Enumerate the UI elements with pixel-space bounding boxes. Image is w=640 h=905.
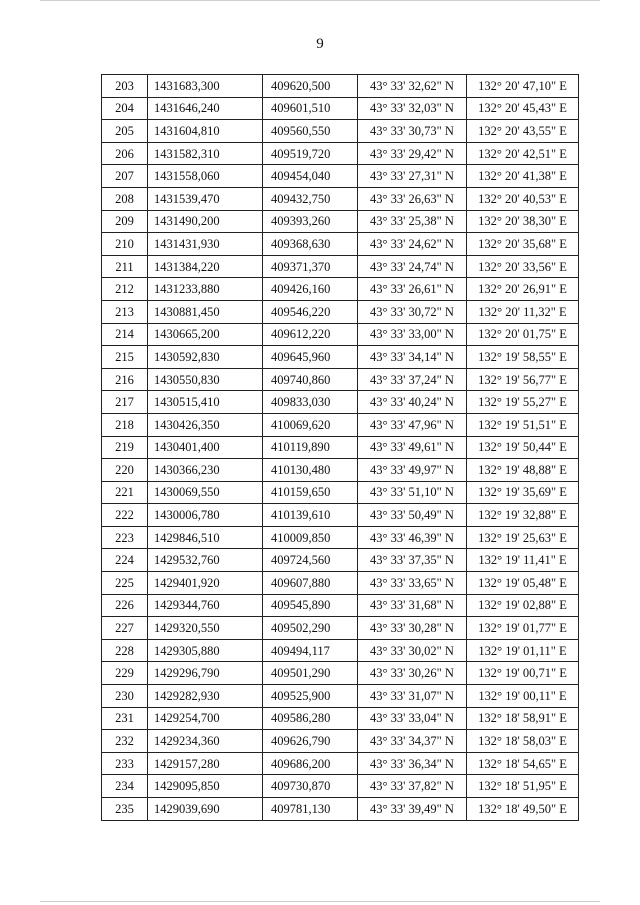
y-coordinate-cell: 409620,500: [263, 75, 358, 98]
latitude-cell: 43° 33' 49,97" N: [358, 459, 467, 482]
point-number-cell: 231: [102, 707, 148, 730]
x-coordinate-cell: 1431646,240: [148, 97, 263, 120]
coordinates-table-body: [102, 75, 579, 821]
longitude-cell: 132° 20' 38,30" E: [467, 210, 579, 233]
latitude-cell: 43° 33' 26,63" N: [358, 187, 467, 210]
longitude-cell: 132° 20' 26,91" E: [467, 278, 579, 301]
y-coordinate-cell: 409560,550: [263, 120, 358, 143]
x-coordinate-cell: 1430426,350: [148, 413, 263, 436]
y-coordinate-cell: 409454,040: [263, 165, 358, 188]
y-coordinate-cell: 409502,290: [263, 617, 358, 640]
y-coordinate-cell: 409612,220: [263, 323, 358, 346]
latitude-cell: 43° 33' 47,96" N: [358, 413, 467, 436]
x-coordinate-cell: 1431582,310: [148, 142, 263, 165]
longitude-cell: 132° 19' 55,27" E: [467, 391, 579, 414]
x-coordinate-cell: 1430550,830: [148, 368, 263, 391]
table-row: [102, 707, 579, 730]
point-number-cell: 222: [102, 504, 148, 527]
x-coordinate-cell: 1429305,880: [148, 639, 263, 662]
table-row: [102, 685, 579, 708]
table-row: [102, 730, 579, 753]
y-coordinate-cell: 409371,370: [263, 255, 358, 278]
table-row: [102, 662, 579, 685]
point-number-cell: 230: [102, 685, 148, 708]
x-coordinate-cell: 1429344,760: [148, 594, 263, 617]
table-row: [102, 413, 579, 436]
point-number-cell: 213: [102, 300, 148, 323]
point-number-cell: 233: [102, 752, 148, 775]
longitude-cell: 132° 18' 49,50" E: [467, 798, 579, 821]
x-coordinate-cell: 1430401,400: [148, 436, 263, 459]
x-coordinate-cell: 1431683,300: [148, 75, 263, 98]
latitude-cell: 43° 33' 33,65" N: [358, 572, 467, 595]
y-coordinate-cell: 409645,960: [263, 346, 358, 369]
point-number-cell: 224: [102, 549, 148, 572]
y-coordinate-cell: 409546,220: [263, 300, 358, 323]
latitude-cell: 43° 33' 36,34" N: [358, 752, 467, 775]
longitude-cell: 132° 18' 54,65" E: [467, 752, 579, 775]
table-row: [102, 97, 579, 120]
latitude-cell: 43° 33' 37,82" N: [358, 775, 467, 798]
table-row: [102, 233, 579, 256]
point-number-cell: 227: [102, 617, 148, 640]
y-coordinate-cell: 409426,160: [263, 278, 358, 301]
table-row: [102, 346, 579, 369]
y-coordinate-cell: 409368,630: [263, 233, 358, 256]
x-coordinate-cell: 1430665,200: [148, 323, 263, 346]
longitude-cell: 132° 19' 01,11" E: [467, 639, 579, 662]
table-row: [102, 120, 579, 143]
y-coordinate-cell: 410159,650: [263, 481, 358, 504]
x-coordinate-cell: 1429157,280: [148, 752, 263, 775]
x-coordinate-cell: 1431233,880: [148, 278, 263, 301]
table-row: [102, 75, 579, 98]
table-row: [102, 526, 579, 549]
latitude-cell: 43° 33' 50,49" N: [358, 504, 467, 527]
x-coordinate-cell: 1429254,700: [148, 707, 263, 730]
point-number-cell: 220: [102, 459, 148, 482]
y-coordinate-cell: 409686,200: [263, 752, 358, 775]
scan-edge-top: [40, 0, 600, 1]
latitude-cell: 43° 33' 30,26" N: [358, 662, 467, 685]
point-number-cell: 214: [102, 323, 148, 346]
x-coordinate-cell: 1430006,780: [148, 504, 263, 527]
y-coordinate-cell: 409501,290: [263, 662, 358, 685]
table-row: [102, 504, 579, 527]
latitude-cell: 43° 33' 27,31" N: [358, 165, 467, 188]
point-number-cell: 232: [102, 730, 148, 753]
latitude-cell: 43° 33' 34,37" N: [358, 730, 467, 753]
y-coordinate-cell: 410139,610: [263, 504, 358, 527]
y-coordinate-cell: 410069,620: [263, 413, 358, 436]
latitude-cell: 43° 33' 30,72" N: [358, 300, 467, 323]
y-coordinate-cell: 409626,790: [263, 730, 358, 753]
latitude-cell: 43° 33' 49,61" N: [358, 436, 467, 459]
y-coordinate-cell: 409724,560: [263, 549, 358, 572]
longitude-cell: 132° 19' 48,88" E: [467, 459, 579, 482]
longitude-cell: 132° 18' 51,95" E: [467, 775, 579, 798]
table-row: [102, 165, 579, 188]
latitude-cell: 43° 33' 24,62" N: [358, 233, 467, 256]
latitude-cell: 43° 33' 24,74" N: [358, 255, 467, 278]
longitude-cell: 132° 19' 51,51" E: [467, 413, 579, 436]
x-coordinate-cell: 1431558,060: [148, 165, 263, 188]
longitude-cell: 132° 20' 41,38" E: [467, 165, 579, 188]
y-coordinate-cell: 409525,900: [263, 685, 358, 708]
point-number-cell: 206: [102, 142, 148, 165]
longitude-cell: 132° 20' 43,55" E: [467, 120, 579, 143]
x-coordinate-cell: 1429095,850: [148, 775, 263, 798]
point-number-cell: 205: [102, 120, 148, 143]
longitude-cell: 132° 18' 58,91" E: [467, 707, 579, 730]
scan-edge-bottom: [40, 901, 600, 902]
x-coordinate-cell: 1430515,410: [148, 391, 263, 414]
point-number-cell: 210: [102, 233, 148, 256]
longitude-cell: 132° 20' 40,53" E: [467, 187, 579, 210]
table-row: [102, 323, 579, 346]
latitude-cell: 43° 33' 51,10" N: [358, 481, 467, 504]
y-coordinate-cell: 409730,870: [263, 775, 358, 798]
point-number-cell: 228: [102, 639, 148, 662]
y-coordinate-cell: 410009,850: [263, 526, 358, 549]
x-coordinate-cell: 1429846,510: [148, 526, 263, 549]
x-coordinate-cell: 1431431,930: [148, 233, 263, 256]
x-coordinate-cell: 1431490,200: [148, 210, 263, 233]
point-number-cell: 218: [102, 413, 148, 436]
table-row: [102, 210, 579, 233]
point-number-cell: 203: [102, 75, 148, 98]
table-row: [102, 436, 579, 459]
point-number-cell: 229: [102, 662, 148, 685]
point-number-cell: 216: [102, 368, 148, 391]
point-number-cell: 223: [102, 526, 148, 549]
longitude-cell: 132° 19' 35,69" E: [467, 481, 579, 504]
point-number-cell: 211: [102, 255, 148, 278]
longitude-cell: 132° 18' 58,03" E: [467, 730, 579, 753]
longitude-cell: 132° 20' 47,10" E: [467, 75, 579, 98]
longitude-cell: 132° 20' 11,32" E: [467, 300, 579, 323]
x-coordinate-cell: 1429282,930: [148, 685, 263, 708]
point-number-cell: 217: [102, 391, 148, 414]
latitude-cell: 43° 33' 46,39" N: [358, 526, 467, 549]
latitude-cell: 43° 33' 32,62" N: [358, 75, 467, 98]
latitude-cell: 43° 33' 31,07" N: [358, 685, 467, 708]
latitude-cell: 43° 33' 37,24" N: [358, 368, 467, 391]
longitude-cell: 132° 20' 42,51" E: [467, 142, 579, 165]
longitude-cell: 132° 20' 35,68" E: [467, 233, 579, 256]
latitude-cell: 43° 33' 30,28" N: [358, 617, 467, 640]
longitude-cell: 132° 20' 45,43" E: [467, 97, 579, 120]
y-coordinate-cell: 410119,890: [263, 436, 358, 459]
y-coordinate-cell: 409586,280: [263, 707, 358, 730]
y-coordinate-cell: 410130,480: [263, 459, 358, 482]
table-row: [102, 278, 579, 301]
latitude-cell: 43° 33' 31,68" N: [358, 594, 467, 617]
table-row: [102, 549, 579, 572]
y-coordinate-cell: 409545,890: [263, 594, 358, 617]
point-number-cell: 234: [102, 775, 148, 798]
y-coordinate-cell: 409833,030: [263, 391, 358, 414]
y-coordinate-cell: 409781,130: [263, 798, 358, 821]
y-coordinate-cell: 409601,510: [263, 97, 358, 120]
longitude-cell: 132° 19' 05,48" E: [467, 572, 579, 595]
point-number-cell: 212: [102, 278, 148, 301]
y-coordinate-cell: 409607,880: [263, 572, 358, 595]
table-row: [102, 255, 579, 278]
longitude-cell: 132° 19' 00,71" E: [467, 662, 579, 685]
x-coordinate-cell: 1429401,920: [148, 572, 263, 595]
y-coordinate-cell: 409740,860: [263, 368, 358, 391]
x-coordinate-cell: 1429532,760: [148, 549, 263, 572]
x-coordinate-cell: 1430366,230: [148, 459, 263, 482]
table-row: [102, 798, 579, 821]
latitude-cell: 43° 33' 33,00" N: [358, 323, 467, 346]
x-coordinate-cell: 1430881,450: [148, 300, 263, 323]
latitude-cell: 43° 33' 30,02" N: [358, 639, 467, 662]
table-row: [102, 481, 579, 504]
x-coordinate-cell: 1431604,810: [148, 120, 263, 143]
latitude-cell: 43° 33' 37,35" N: [358, 549, 467, 572]
point-number-cell: 235: [102, 798, 148, 821]
table-row: [102, 391, 579, 414]
latitude-cell: 43° 33' 26,61" N: [358, 278, 467, 301]
table-row: [102, 368, 579, 391]
y-coordinate-cell: 409519,720: [263, 142, 358, 165]
table-row: [102, 187, 579, 210]
latitude-cell: 43° 33' 40,24" N: [358, 391, 467, 414]
x-coordinate-cell: 1431384,220: [148, 255, 263, 278]
longitude-cell: 132° 20' 33,56" E: [467, 255, 579, 278]
point-number-cell: 221: [102, 481, 148, 504]
y-coordinate-cell: 409432,750: [263, 187, 358, 210]
longitude-cell: 132° 19' 02,88" E: [467, 594, 579, 617]
y-coordinate-cell: 409494,117: [263, 639, 358, 662]
longitude-cell: 132° 19' 11,41" E: [467, 549, 579, 572]
latitude-cell: 43° 33' 34,14" N: [358, 346, 467, 369]
longitude-cell: 132° 19' 50,44" E: [467, 436, 579, 459]
table-row: [102, 639, 579, 662]
x-coordinate-cell: 1429039,690: [148, 798, 263, 821]
latitude-cell: 43° 33' 30,73" N: [358, 120, 467, 143]
longitude-cell: 132° 19' 01,77" E: [467, 617, 579, 640]
longitude-cell: 132° 19' 32,88" E: [467, 504, 579, 527]
longitude-cell: 132° 19' 56,77" E: [467, 368, 579, 391]
latitude-cell: 43° 33' 33,04" N: [358, 707, 467, 730]
table-row: [102, 572, 579, 595]
latitude-cell: 43° 33' 29,42" N: [358, 142, 467, 165]
table-row: [102, 775, 579, 798]
point-number-cell: 208: [102, 187, 148, 210]
point-number-cell: 204: [102, 97, 148, 120]
point-number-cell: 219: [102, 436, 148, 459]
point-number-cell: 215: [102, 346, 148, 369]
x-coordinate-cell: 1430069,550: [148, 481, 263, 504]
point-number-cell: 209: [102, 210, 148, 233]
page-number: 9: [316, 36, 324, 52]
longitude-cell: 132° 19' 00,11" E: [467, 685, 579, 708]
latitude-cell: 43° 33' 25,38" N: [358, 210, 467, 233]
longitude-cell: 132° 20' 01,75" E: [467, 323, 579, 346]
point-number-cell: 207: [102, 165, 148, 188]
x-coordinate-cell: 1429234,360: [148, 730, 263, 753]
longitude-cell: 132° 19' 58,55" E: [467, 346, 579, 369]
table-row: [102, 594, 579, 617]
table-row: [102, 142, 579, 165]
x-coordinate-cell: 1429296,790: [148, 662, 263, 685]
latitude-cell: 43° 33' 32,03" N: [358, 97, 467, 120]
y-coordinate-cell: 409393,260: [263, 210, 358, 233]
x-coordinate-cell: 1430592,830: [148, 346, 263, 369]
table-row: [102, 752, 579, 775]
longitude-cell: 132° 19' 25,63" E: [467, 526, 579, 549]
table-row: [102, 459, 579, 482]
x-coordinate-cell: 1431539,470: [148, 187, 263, 210]
x-coordinate-cell: 1429320,550: [148, 617, 263, 640]
coordinates-table: [101, 74, 579, 821]
table-row: [102, 617, 579, 640]
latitude-cell: 43° 33' 39,49" N: [358, 798, 467, 821]
point-number-cell: 226: [102, 594, 148, 617]
point-number-cell: 225: [102, 572, 148, 595]
table-row: [102, 300, 579, 323]
